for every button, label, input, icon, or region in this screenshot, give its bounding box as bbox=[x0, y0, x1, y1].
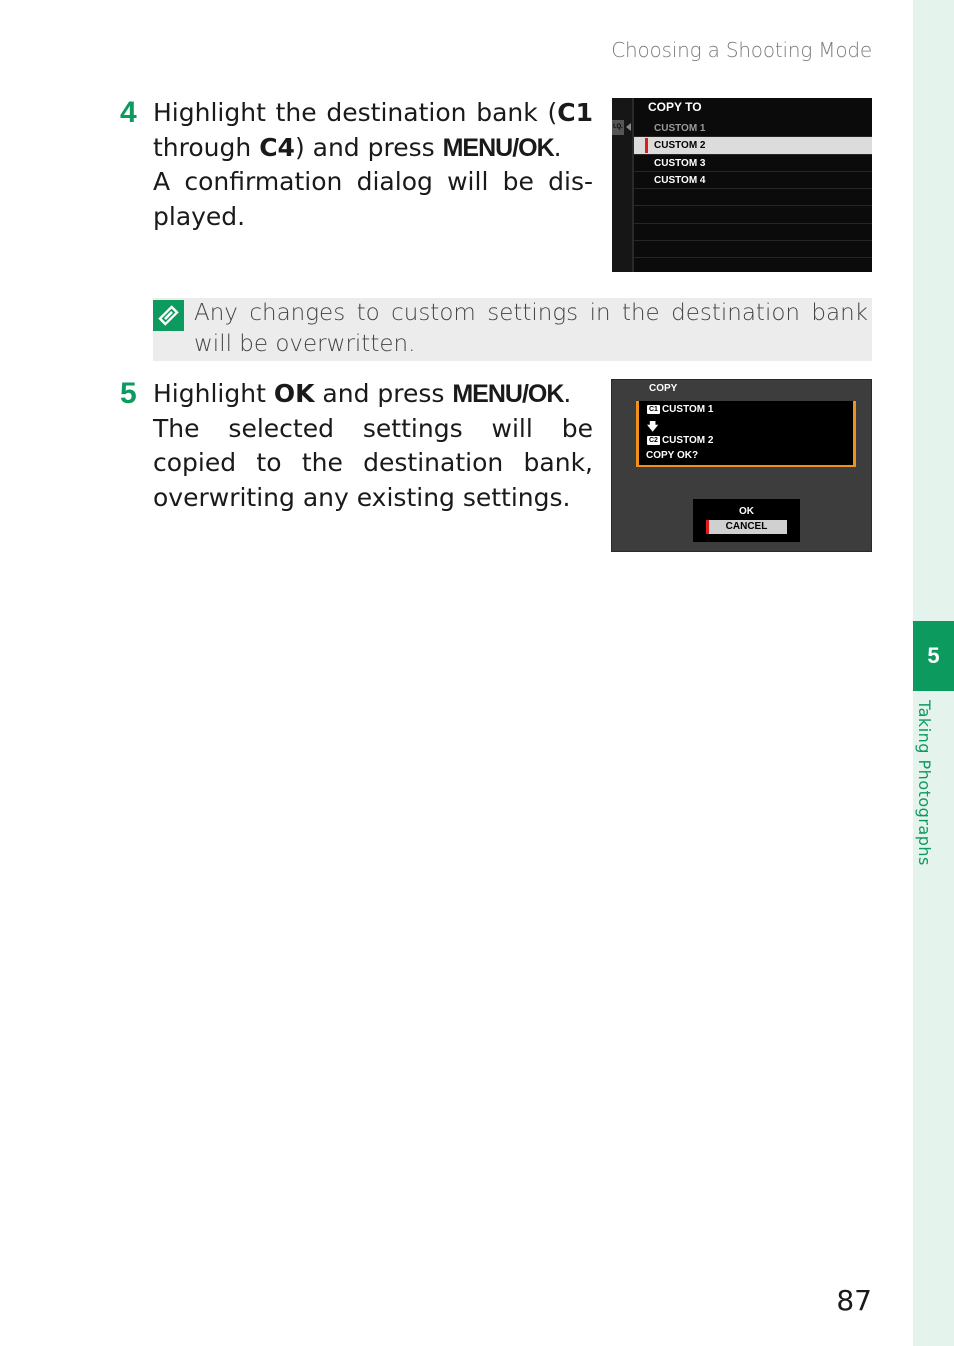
step-text-part: and press bbox=[314, 379, 453, 408]
note-box bbox=[153, 298, 872, 361]
c1-icon: C1 bbox=[649, 406, 658, 413]
step-4 bbox=[120, 96, 595, 236]
bank-c1: C1 bbox=[557, 98, 593, 127]
destination-bank-label: CUSTOM 2 bbox=[661, 435, 714, 446]
chapter-label: Taking Photographs bbox=[915, 700, 934, 866]
source-bank-label: CUSTOM 1 bbox=[661, 404, 714, 415]
list-item[interactable]: CUSTOM 3 bbox=[634, 155, 872, 172]
left-arrow-icon bbox=[626, 123, 631, 131]
confirm-question: COPY OK? bbox=[646, 450, 699, 461]
page-number: 87 bbox=[836, 1284, 872, 1317]
list-item bbox=[634, 241, 872, 258]
image-quality-tab-icon[interactable]: I.Q. bbox=[612, 120, 624, 135]
step-text-part: A confirmation dialog will be dis-played. bbox=[153, 167, 593, 231]
step-text-part: The selected settings will be copied to the destination bank, overwriting any existing settings. bbox=[153, 413, 593, 512]
step-number: 4 bbox=[120, 96, 137, 129]
ok-ref: OK bbox=[273, 379, 315, 408]
c2-icon: C2 bbox=[649, 437, 658, 444]
step-text-part: Highlight the destination bank ( bbox=[153, 98, 558, 127]
list-item bbox=[634, 258, 872, 272]
list-item bbox=[634, 206, 872, 223]
list-item-selected[interactable]: CUSTOM 2 bbox=[634, 137, 872, 154]
down-arrow-icon: 🡇 bbox=[647, 421, 659, 433]
cancel-button[interactable]: CANCEL bbox=[706, 520, 787, 534]
step-number: 5 bbox=[120, 377, 137, 410]
screen-title: COPY TO bbox=[648, 100, 702, 114]
step-instruction bbox=[153, 377, 593, 515]
step-text-part: through bbox=[153, 132, 260, 162]
copy-to-screen bbox=[612, 98, 872, 272]
step-5 bbox=[120, 377, 595, 517]
copy-confirm-screen bbox=[611, 379, 872, 552]
menu-ok-button-ref: MENU/OK bbox=[452, 380, 564, 408]
chapter-tab[interactable]: 5 bbox=[913, 621, 954, 691]
menu-ok-button-ref: MENU/OK bbox=[442, 133, 554, 162]
bank-list bbox=[634, 120, 872, 272]
list-item bbox=[634, 189, 872, 206]
note-icon bbox=[153, 300, 184, 331]
list-item bbox=[634, 224, 872, 241]
source-bank bbox=[647, 404, 713, 415]
note-text: Any changes to custom settings in the destination bank will be overwritten. bbox=[194, 300, 868, 357]
step-text-part: . bbox=[563, 379, 572, 408]
screen-title: COPY bbox=[649, 383, 678, 394]
confirm-dialog bbox=[636, 401, 856, 467]
step-text-part: Highlight bbox=[153, 379, 274, 408]
ok-button[interactable]: OK bbox=[739, 506, 754, 517]
step-text-part: ) and press bbox=[294, 132, 443, 162]
dialog-buttons bbox=[693, 499, 800, 542]
running-header: Choosing a Shooting Mode bbox=[611, 38, 872, 62]
step-text-part: . bbox=[553, 132, 562, 162]
destination-bank bbox=[647, 435, 713, 446]
list-item[interactable]: CUSTOM 4 bbox=[634, 172, 872, 189]
bank-c4: C4 bbox=[259, 132, 295, 162]
list-item[interactable]: CUSTOM 1 bbox=[634, 120, 872, 137]
step-instruction bbox=[153, 96, 593, 234]
